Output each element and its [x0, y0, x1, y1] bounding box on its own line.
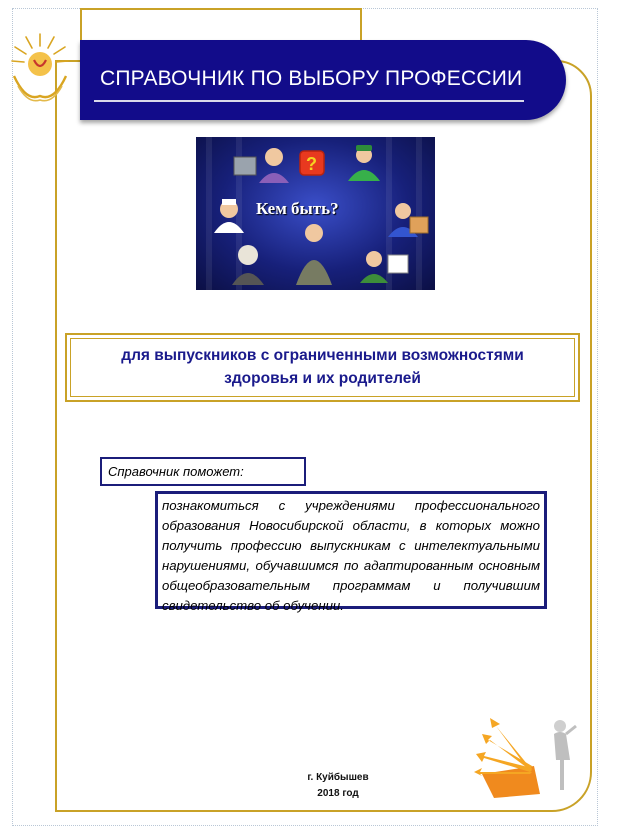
subtitle-text [67, 344, 578, 390]
sun-hands-logo-icon [4, 28, 76, 114]
helper-description: познакомиться с учреждениями профессионального образования Новосибирской области, в которых можно получить профессию выпускникам с интелектуальными нарушениями, обучавшимся по адаптированным основным общеобразовательным программам и получившим свидетельство об обучении. [162, 498, 540, 613]
title-underline [94, 100, 524, 102]
footer-year [0, 788, 630, 799]
footer-city [0, 772, 630, 783]
hero-caption: Кем быть? [256, 199, 339, 218]
career-choice-illustration [196, 137, 435, 290]
page-title: СПРАВОЧНИК ПО ВЫБОРУ ПРОФЕССИИ [100, 67, 523, 90]
subtitle-line-2: здоровья и их родителей [224, 370, 421, 387]
footer-year-text: 2018 год [317, 788, 359, 799]
helper-description-box [155, 491, 547, 613]
helper-label-box [100, 457, 306, 486]
choice-arrows-icon [474, 712, 586, 798]
footer-city-text: г. Куйбышев [307, 772, 369, 783]
title-banner [80, 40, 566, 120]
svg-text:?: ? [306, 154, 317, 174]
helper-label: Справочник поможет: [108, 464, 244, 479]
subtitle-line-1: для выпускников с ограниченными возможностями [121, 347, 524, 364]
subtitle-box [65, 333, 580, 402]
